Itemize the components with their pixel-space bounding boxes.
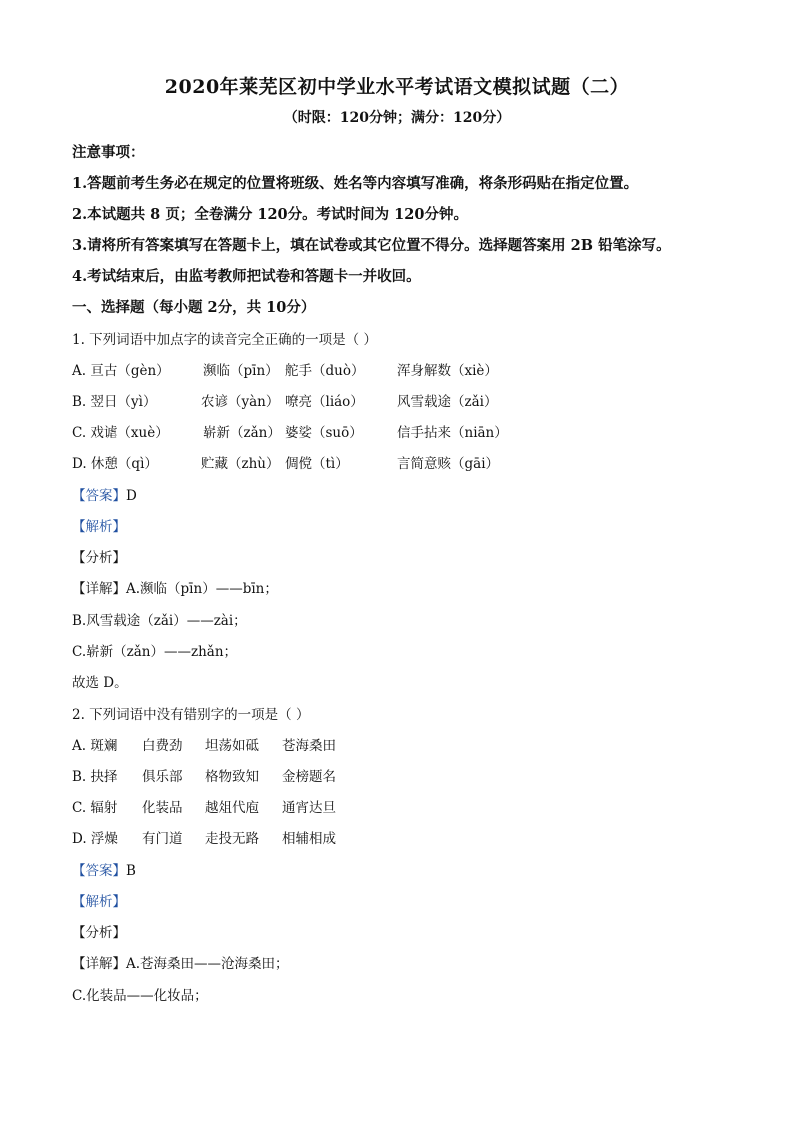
q2-detail-2: C.化装品——化妆品； [72, 988, 208, 1004]
q1-option-a-1: A. 亘古（gèn） [72, 363, 170, 379]
answer-value: B [126, 863, 136, 879]
q1-fenxi-tag: 【分析】 [72, 550, 126, 566]
q1-option-a-3: 舵手（duò） [285, 363, 365, 379]
q2-option-a-3: 坦荡如砥 [205, 738, 259, 754]
q2-answer [72, 859, 136, 879]
notes-item-1: 1.答题前考生务必在规定的位置将班级、姓名等内容填写准确，将条形码贴在指定位置。 [72, 175, 639, 192]
q1-option-b-3: 嘹亮（liáo） [285, 394, 364, 410]
q2-fenxi-tag: 【分析】 [72, 925, 126, 941]
question-1-stem: 1. 下列词语中加点字的读音完全正确的一项是（ ） [72, 332, 377, 348]
detail-tag: 【详解】 [72, 581, 126, 597]
q2-option-c-3: 越俎代庖 [205, 800, 259, 816]
q1-detail-3: C.崭新（zǎn）——zhǎn； [72, 644, 238, 660]
q2-option-b-3: 格物致知 [205, 769, 259, 785]
q2-option-c-4: 通宵达旦 [282, 800, 336, 816]
q1-option-b-2: 农谚（yàn） [201, 394, 280, 410]
q1-jiexi-tag: 【解析】 [72, 519, 126, 535]
q1-detail-2: B.风雪载途（zǎi）——zài； [72, 613, 247, 629]
q2-option-a-2: 白费劲 [142, 738, 183, 754]
detail-text: A.濒临（pīn）——bīn； [126, 581, 278, 597]
q1-option-a-4: 浑身解数（xiè） [397, 363, 498, 379]
q1-option-a-2: 濒临（pīn） [203, 363, 279, 379]
q1-option-c-3: 婆娑（suō） [285, 425, 363, 441]
question-2-stem: 2. 下列词语中没有错别字的一项是（ ） [72, 707, 310, 723]
q2-option-c-2: 化装品 [142, 800, 183, 816]
q1-option-c-1: C. 戏谑（xuè） [72, 425, 169, 441]
q2-option-c-1: C. 辐射 [72, 800, 118, 816]
q1-option-b-1: B. 翌日（yì） [72, 394, 157, 410]
q2-option-a-1: A. 斑斓 [72, 738, 118, 754]
q1-option-d-1: D. 休憩（qì） [72, 456, 158, 472]
q1-option-c-2: 崭新（zǎn） [203, 425, 281, 441]
notes-item-4: 4.考试结束后，由监考教师把试卷和答题卡一并收回。 [72, 268, 421, 285]
q1-option-d-2: 贮藏（zhù） [201, 456, 280, 472]
q2-option-b-4: 金榜题名 [282, 769, 336, 785]
q2-option-d-4: 相辅相成 [282, 831, 336, 847]
q2-option-d-1: D. 浮燥 [72, 831, 118, 847]
q2-option-b-1: B. 抉择 [72, 769, 118, 785]
detail-text: A.苍海桑田——沧海桑田； [126, 956, 289, 972]
q1-option-b-4: 风雪载途（zǎi） [397, 394, 498, 410]
q2-jiexi-tag: 【解析】 [72, 894, 126, 910]
q1-option-d-3: 倜傥（tì） [285, 456, 349, 472]
answer-value: D [126, 488, 137, 504]
detail-tag: 【详解】 [72, 956, 126, 972]
q1-conclusion: 故选 D。 [72, 675, 128, 691]
answer-tag: 【答案】 [72, 863, 126, 879]
answer-tag: 【答案】 [72, 488, 126, 504]
q2-option-d-3: 走投无路 [205, 831, 259, 847]
page-title: 2020年莱芜区初中学业水平考试语文模拟试题（二） [164, 76, 630, 98]
q1-detail-1 [72, 577, 278, 597]
q1-answer [72, 484, 137, 504]
notes-item-3: 3.请将所有答案填写在答题卡上，填在试卷或其它位置不得分。选择题答案用 2B 铅笔涂写。 [72, 237, 671, 254]
q2-option-b-2: 俱乐部 [142, 769, 183, 785]
notes-heading: 注意事项： [72, 144, 145, 161]
notes-item-2: 2.本试题共 8 页；全卷满分 120分。考试时间为 120分钟。 [72, 206, 468, 223]
section-heading: 一、选择题（每小题 2分，共 10分） [72, 299, 316, 316]
q2-option-a-4: 苍海桑田 [282, 738, 336, 754]
q2-detail-1 [72, 952, 289, 972]
q1-option-d-4: 言简意赅（gāi） [397, 456, 500, 472]
page-subtitle: （时限：120分钟；满分：120分） [283, 110, 511, 126]
q1-option-c-4: 信手拈来（niān） [397, 425, 508, 441]
q2-option-d-2: 有门道 [142, 831, 183, 847]
